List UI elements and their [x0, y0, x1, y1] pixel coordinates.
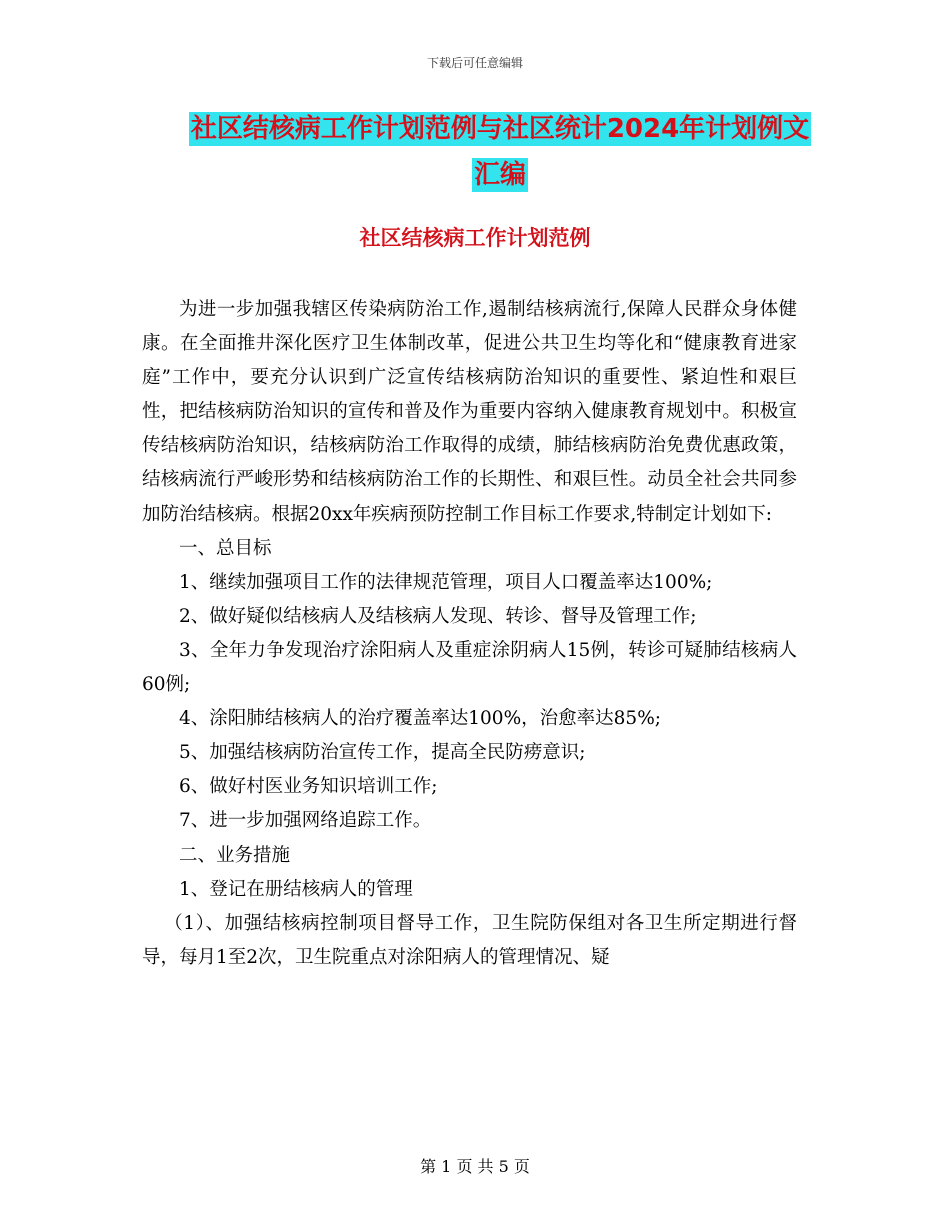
page-header-note: 下载后可任意编辑: [426, 56, 523, 70]
paragraph-measure-1-1: （1）、加强结核病控制项目督导工作，卫生院防保组对各卫生所定期进行督导，每月1至2次，卫生院重点对涂阳病人的管理情况、疑: [142, 912, 797, 968]
paragraph-intro: 为进一步加强我辖区传染病防治工作,遏制结核病流行,保障人民群众身体健康。在全面推井深化医疗卫生体制改革，促进公共卫生均等化和“健康教育进家庭”工作中，要充分认识到广泛宣传结核病防治知识的重要性、紧迫性和艰巨性，把结核病防治知识的宣传和普及作为重要内容纳入健康教育规划中。积极宣传结核病防治知识，结核病防治工作取得的成绩，肺结核病防治免费优惠政策，结核病流行严峻形势和结核病防治工作的长期性、和艰巨性。动员全社会共同参加防治结核病。根据20xx年疾病预防控制工作目标工作要求,特制定计划如下:: [142, 299, 797, 525]
section-title: 社区结核病工作计划范例: [359, 226, 591, 250]
page-footer: 第 1 页 共 5 页: [420, 1157, 530, 1176]
paragraph-heading-measures: 二、业务措施: [179, 844, 291, 866]
paragraph-heading-goal: 一、总目标: [179, 537, 272, 559]
paragraph-goal-2: 2、做好疑似结核病人及结核病人发现、转诊、督导及管理工作;: [179, 605, 697, 627]
paragraph-goal-4: 4、涂阳肺结核病人的治疗覆盖率达100%，治愈率达85%;: [179, 708, 662, 730]
paragraph-goal-6: 6、做好村医业务知识培训工作;: [179, 776, 438, 798]
paragraph-measure-1: 1、登记在册结核病人的管理: [179, 878, 413, 900]
paragraph-goal-3: 3、全年力争发现治疗涂阳病人及重症涂阴病人15例，转诊可疑肺结核病人60例;: [142, 639, 797, 696]
title-line-1: 社区结核病工作计划范例与社区统计2024年计划例文: [190, 114, 810, 144]
paragraph-goal-5: 5、加强结核病防治宣传工作，提高全民防痨意识;: [179, 742, 586, 764]
paragraph-goal-7: 7、进一步加强网络追踪工作。: [179, 810, 432, 832]
paragraph-goal-1: 1、继续加强项目工作的法律规范管理，项目人口覆盖率达100%;: [179, 571, 713, 593]
body-text: [142, 293, 797, 975]
document-title: [150, 112, 850, 192]
title-line-2: 汇编: [473, 160, 526, 190]
